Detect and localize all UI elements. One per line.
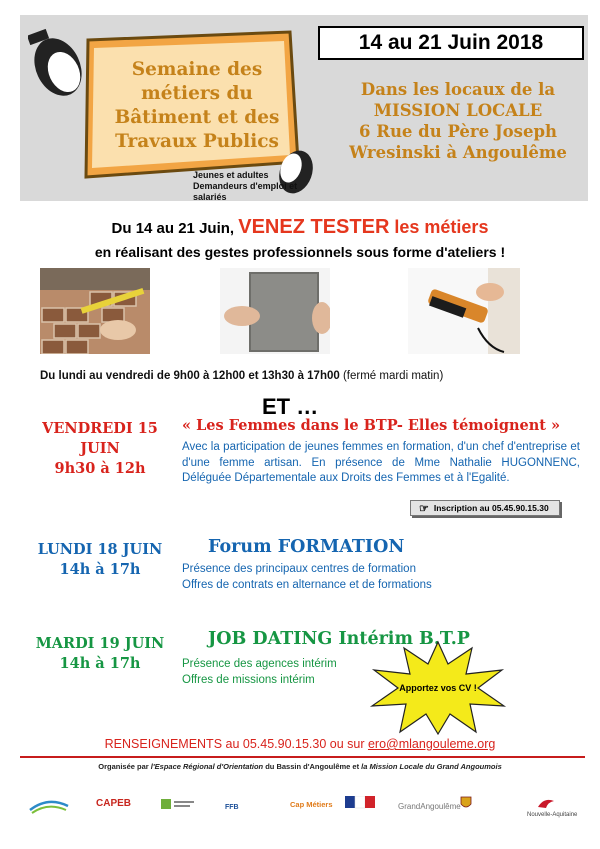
event-1-title: « Les Femmes dans le BTP- Elles témoignent »	[182, 417, 561, 434]
org-text: du Bassin d'Angoulême et	[263, 762, 362, 771]
paving-photo	[40, 268, 150, 354]
event-title-line: métiers du	[141, 83, 253, 104]
grand-angouleme-logo: GrandAngoulême	[398, 802, 461, 811]
detail-line: Offres de contrats en alternance et de formations	[182, 578, 432, 591]
et-label: ET …	[262, 394, 319, 419]
contact-line	[0, 737, 600, 751]
day-line: MARDI 19 JUIN	[35, 635, 165, 652]
venue	[338, 79, 578, 163]
concrete-block-photo	[220, 268, 330, 354]
detail-line: Présence des agences intérim	[182, 658, 337, 670]
intro-headline	[0, 216, 600, 239]
partner-crest-logo	[460, 796, 472, 810]
registration-badge	[410, 500, 560, 516]
audience-line: Demandeurs d'emploi et salariés	[193, 181, 298, 202]
nouvelle-aquitaine-logo: Nouvelle-Aquitaine	[527, 812, 578, 818]
day-line: 14h à 17h	[59, 655, 141, 672]
opening-hours	[40, 370, 443, 382]
org-text: la Mission Locale du Grand Angoumois	[361, 762, 502, 771]
detail-line: Présence des principaux centres de formation	[182, 563, 416, 575]
org-text: l'Espace Régional d'Orientation	[150, 762, 264, 771]
organizers-line	[0, 762, 600, 771]
day-line: JUIN	[80, 440, 120, 457]
intro-subline: en réalisant des gestes professionnels sous forme d'ateliers !	[94, 244, 506, 260]
detail-line: Offres de missions intérim	[182, 673, 315, 686]
venue-line: Dans les locaux de la	[360, 80, 556, 99]
nouvelle-aquitaine-emblem	[536, 796, 556, 810]
cv-text: Apportez vos CV !	[399, 683, 477, 693]
day-line: VENDREDI 15	[42, 420, 158, 437]
republique-francaise-logo	[345, 796, 377, 812]
event-1-day	[20, 419, 180, 479]
event-2-title: Forum FORMATION	[208, 537, 405, 557]
event-2-day	[20, 540, 180, 580]
ero-logo	[28, 794, 70, 816]
ffb-logo: FFB	[225, 804, 239, 811]
event-title-line: Travaux Publics	[115, 131, 279, 152]
registration-text: Inscription au 05.45.90.15.30	[433, 503, 549, 513]
intro-prefix: Du 14 au 21 Juin,	[111, 220, 239, 237]
day-line: 9h30 à 12h	[54, 460, 146, 477]
org-text: Organisée par	[98, 762, 151, 771]
date-range: 14 au 21 Juin 2018	[318, 26, 584, 60]
capeb-logo: CAPEB	[96, 798, 132, 809]
spotlight-icon	[28, 29, 91, 104]
venue-line: 6 Rue du Père Joseph	[359, 122, 557, 141]
event-3-details	[182, 657, 337, 688]
day-line: 14h à 17h	[59, 561, 141, 578]
intro-suffix: les métiers	[389, 217, 489, 237]
event-title-line: Semaine des	[131, 59, 263, 80]
intro-accent: VENEZ TESTER	[238, 216, 390, 238]
power-tool-photo	[408, 268, 520, 354]
event-2-details	[182, 562, 432, 593]
cv-starburst	[368, 640, 508, 736]
footer-divider	[20, 756, 585, 758]
event-title	[94, 58, 300, 154]
event-1-description: Avec la participation de jeunes femmes en formation, d'un chef d'entreprise et d'une femme artisan. En présence de Mme Nathalie HUGONNENC, Déléguée Départementale aux Droits des Femmes et à l'Egalité.	[182, 441, 580, 484]
event-3-title: JOB DATING Intérim B.T.P	[208, 629, 470, 649]
audience-line: Jeunes et adultes	[193, 170, 269, 180]
venue-line: MISSION LOCALE	[373, 101, 543, 120]
event-3-day	[20, 634, 180, 674]
pointing-hand-icon: ☞	[419, 502, 429, 515]
cap-metiers-logo: Cap Métiers	[290, 800, 333, 809]
event-title-line: Bâtiment et des	[114, 107, 280, 128]
contact-email-link[interactable]: ero@mlangouleme.org	[367, 737, 496, 751]
audience	[193, 170, 333, 203]
contact-prefix: RENSEIGNEMENTS au 05.45.90.15.30 ou sur	[104, 737, 368, 751]
venue-line: Wresinski à Angoulême	[349, 143, 567, 162]
hours-main: Du lundi au vendredi de 9h00 à 12h00 et 13h30 à 17h00	[40, 370, 340, 382]
partner-logo	[160, 796, 196, 812]
hours-note: (fermé mardi matin)	[339, 370, 444, 382]
day-line: LUNDI 18 JUIN	[37, 541, 163, 558]
